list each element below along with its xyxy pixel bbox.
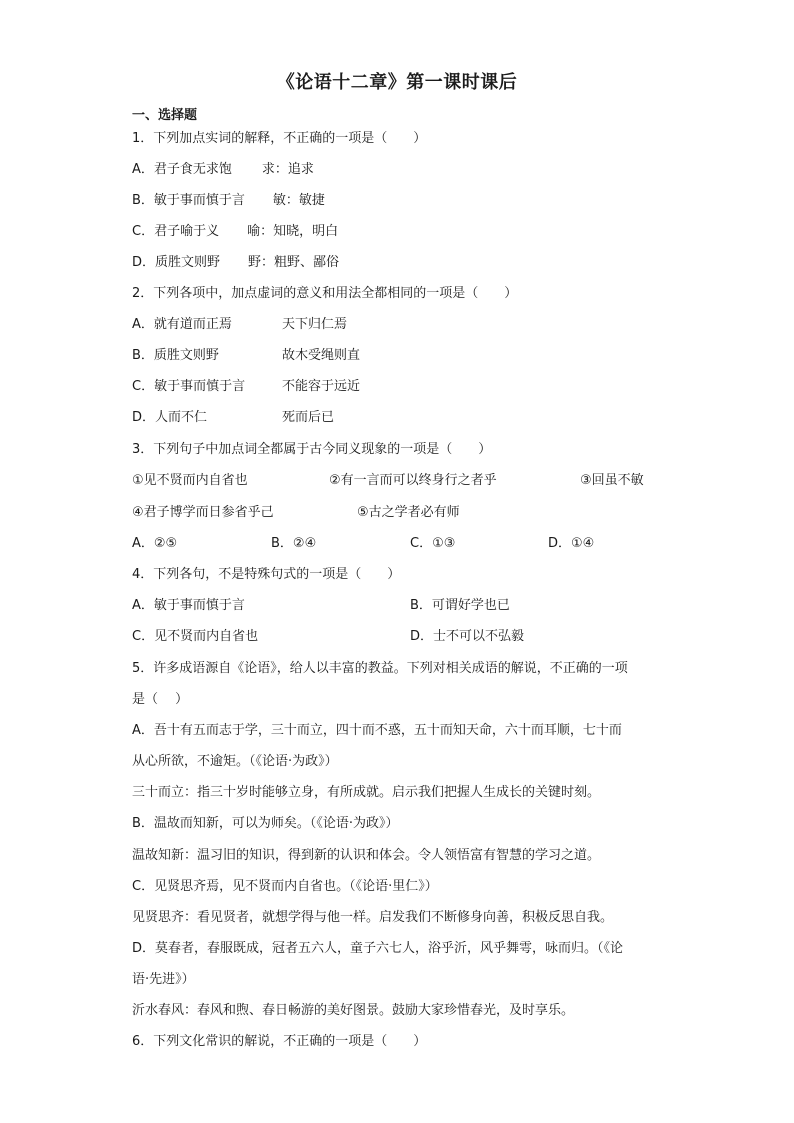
question-4-option-d: D．士不可以不弘毅 [410,629,525,644]
question-5-stem-line-2: 是（ ） [132,692,189,707]
question-3-option-b: B．②④ [271,536,317,551]
question-4-stem: 4．下列各句，不是特殊句式的一项是（ ） [132,567,401,582]
option-text: B．敏于事而慎于言 [132,193,245,208]
option-text: A．君子食无求饱 [132,162,232,177]
question-5-option-c-line-1: C．见贤思齐焉，见不贤而内自省也。（《论语·里仁》） [132,879,438,894]
question-5-option-c-explanation: 见贤思齐：看见贤者，就想学得与他一样。启发我们不断修身向善，积极反思自我。 [132,910,614,925]
question-2-stem: 2．下列各项中，加点虚词的意义和用法全都相同的一项是（ ） [132,286,518,301]
question-5-option-a-explanation: 三十而立：指三十岁时能够立身，有所成就。启示我们把握人生成长的关键时刻。 [132,785,601,800]
option-note: 喻：知晓，明白 [247,224,339,239]
question-3-sentence-5: ⑤古之学者必有师 [357,505,460,520]
question-5-stem-line-1: 5．许多成语源自《论语》，给人以丰富的教益。下列对相关成语的解说，不正确的一项 [132,661,628,676]
question-2-option-a: A．就有道而正焉 [132,317,232,332]
option-note: 求：追求 [261,162,314,177]
question-3-option-d: D．①④ [548,536,595,551]
question-5-option-b-line-1: B．温故而知新，可以为师矣。（《论语·为政》） [132,816,399,831]
question-2-option-d: D．人而不仁 [132,410,208,425]
question-1-stem: 1．下列加点实词的解释，不正确的一项是（ ） [132,131,427,146]
question-1-option-b [132,192,325,210]
option-text: D．质胜文则野 [132,255,221,270]
question-5-option-d-line-2: 语·先进》） [132,972,195,987]
question-2-option-c: C．敏于事而慎于言 [132,379,246,394]
question-2-option-c-note: 不能容于远近 [282,379,361,394]
question-3-sentence-1: ①见不贤而内自省也 [132,473,248,488]
question-1-option-a [132,161,314,179]
option-note: 野：粗野、鄙俗 [248,255,340,270]
question-5-option-d-explanation: 沂水春风：春风和煦、春日畅游的美好图景。鼓励大家珍惜春光，及时享乐。 [132,1003,575,1018]
question-1-option-d [132,254,339,272]
question-3-sentence-2: ②有一言而可以终身行之者乎 [329,473,497,488]
question-6-stem: 6．下列文化常识的解说，不正确的一项是（ ） [132,1034,427,1049]
question-4-option-c: C．见不贤而内自省也 [132,629,259,644]
page-title: 《论语十二章》第一课时课后 [276,72,518,93]
question-2-option-d-note: 死而后已 [282,410,335,425]
question-5-option-a-line-2: 从心所欲，不逾矩。（《论语·为政》） [132,754,338,769]
question-1-option-c [132,223,338,241]
question-2-option-b: B．质胜文则野 [132,348,219,363]
question-2-option-a-note: 天下归仁焉 [282,317,348,332]
question-3-sentence-4: ④君子博学而日参省乎己 [132,505,274,520]
question-5-option-a-line-1: A．吾十有五而志于学，三十而立，四十而不惑，五十而知天命，六十而耳顺，七十而 [132,723,622,738]
option-text: C．君子喻于义 [132,224,220,239]
question-4-option-a: A．敏于事而慎于言 [132,598,245,613]
section-heading: 一、选择题 [132,108,198,123]
question-3-option-a: A．②⑤ [132,536,178,551]
question-5-option-d-line-1: D．莫春者，春服既成，冠者五六人，童子六七人，浴乎沂，风乎舞雩，咏而归。（《论 [132,941,624,956]
question-3-stem: 3．下列句子中加点词全都属于古今同义现象的一项是（ ） [132,442,492,457]
option-note: 敏：敏捷 [272,193,325,208]
question-4-option-b: B．可谓好学也已 [410,598,510,613]
question-2-option-b-note: 故木受绳则直 [282,348,361,363]
question-3-option-c: C．①③ [410,536,456,551]
question-5-option-b-explanation: 温故知新：温习旧的知识，得到新的认识和体会。令人领悟富有智慧的学习之道。 [132,848,601,863]
question-3-sentence-3: ③回虽不敏 [580,473,644,488]
